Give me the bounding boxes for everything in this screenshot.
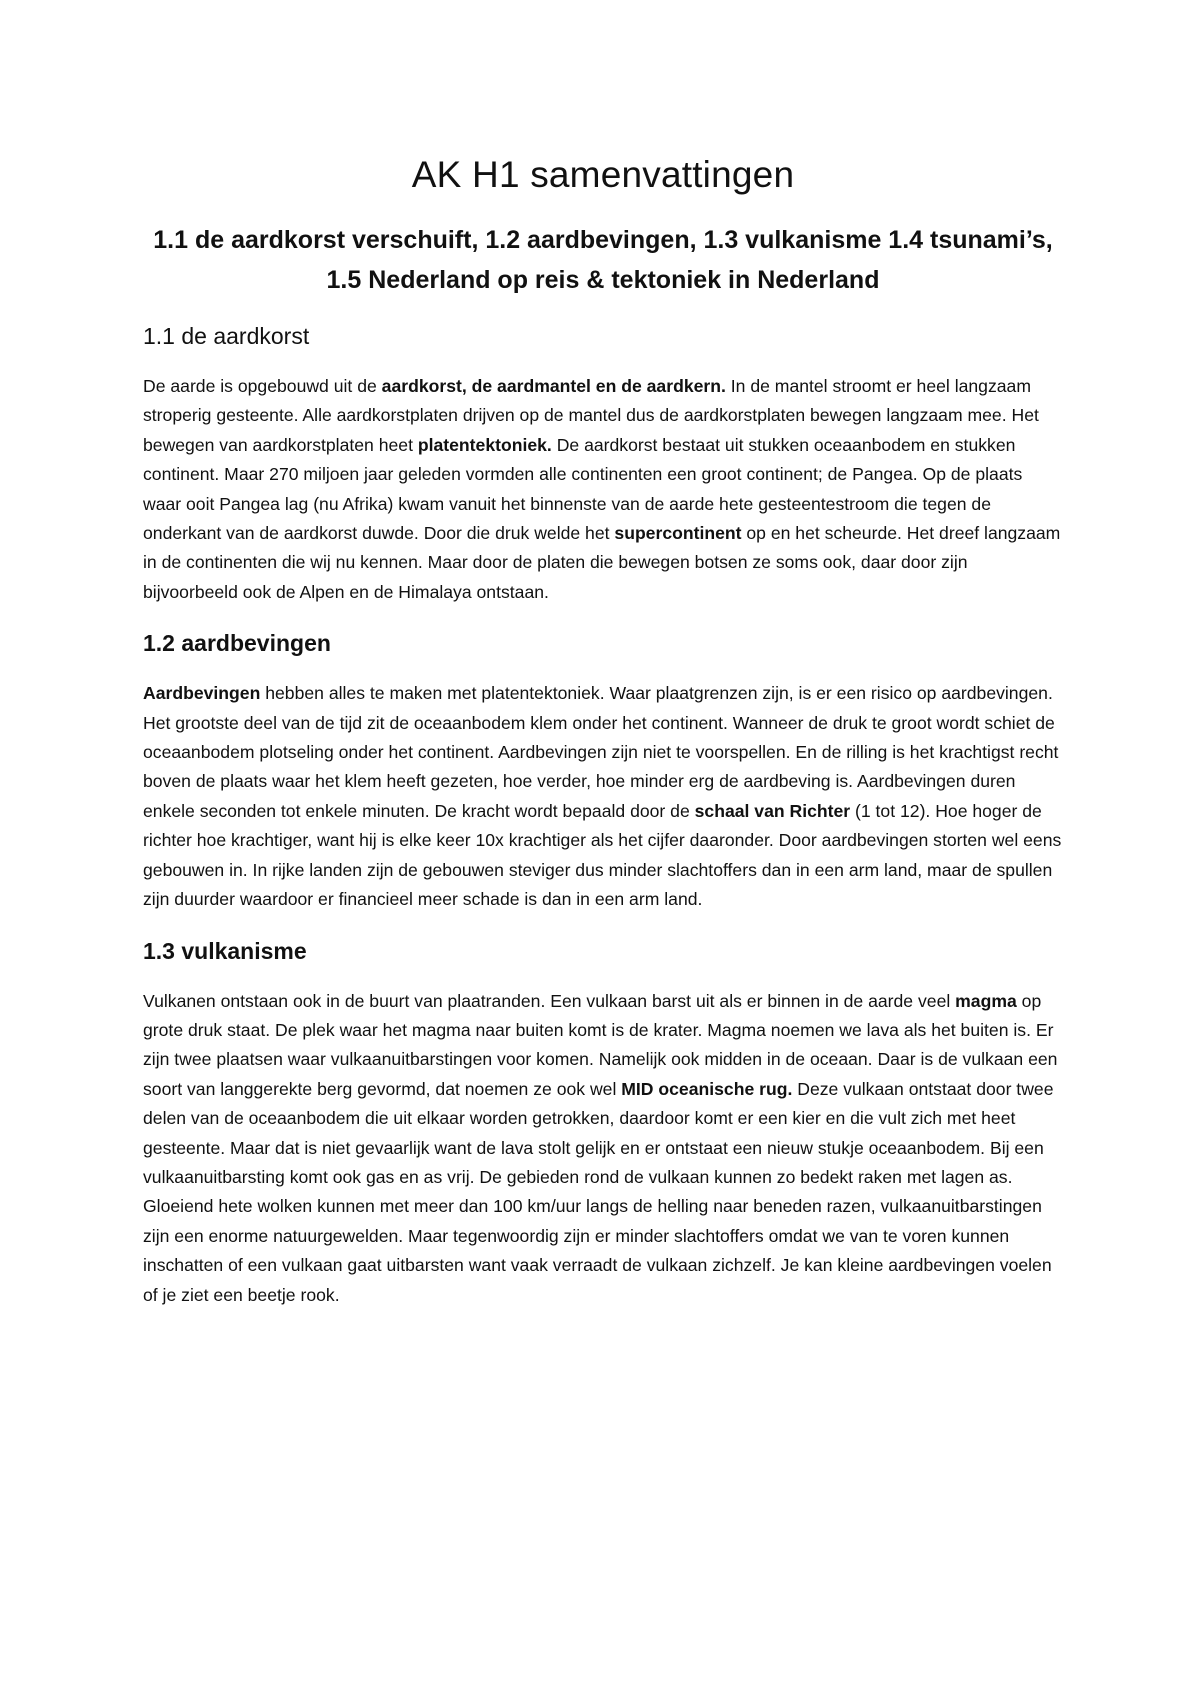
text-run: op grote druk staat. De plek waar het magma naar buiten komt is de krater. Magma noemen we lava als het buiten is. Er zijn twee plaatsen waar vulkaanuitbarstingen voor komen. Namelijk ook midden in de oceaan. Daar is de vulkaan een soort van langgerekte berg gevormd, dat noemen ze ook wel [143, 990, 1058, 1099]
text-run: Vulkanen ontstaan ook in de buurt van plaatranden. Een vulkaan barst uit als er binnen in de aarde veel [143, 990, 956, 1011]
document-subtitle: 1.1 de aardkorst verschuift, 1.2 aardbevingen, 1.3 vulkanisme 1.4 tsunami’s, 1.5 Nederland op reis & tektoniek in Nederland [153, 226, 1053, 294]
section-heading: 1.1 de aardkorst [143, 323, 310, 349]
section-aardbevingen [143, 625, 1063, 914]
section-paragraph [143, 679, 1063, 914]
section-aardkorst [143, 318, 1063, 607]
section-heading: 1.2 aardbevingen [143, 630, 331, 657]
bold-term: Aardbevingen [143, 683, 261, 704]
bold-term: magma [955, 990, 1017, 1011]
section-paragraph [143, 987, 1063, 1310]
text-run: op en het scheurde. Het dreef langzaam in de continenten die wij nu kennen. Maar door de platen die bewegen botsen ze soms ook, daar door zijn bijvoorbeeld ook de Alpen en de Himalaya ontstaan. [143, 523, 1061, 602]
section-heading: 1.3 vulkanisme [143, 937, 307, 964]
bold-term: supercontinent [614, 523, 742, 544]
bold-term: aardkorst, de aardmantel en de aardkern. [381, 376, 726, 396]
text-run: In de mantel stroomt er heel langzaam stroperig gesteente. Alle aardkorstplaten drijven op de mantel dus de aardkorstplaten bewegen langzaam mee. Het bewegen van aardkorstplaten heet [143, 376, 1039, 455]
bold-term: schaal van Richter [694, 800, 851, 821]
text-run: De aarde is opgebouwd uit de [143, 376, 382, 396]
section-paragraph [143, 372, 1063, 607]
document-title: AK H1 samenvattingen [411, 154, 795, 195]
text-run: Deze vulkaan ontstaat door twee delen van de oceaanbodem die uit elkaar worden getrokken, daardoor komt er een kier en die vult zich met heet gesteente. Maar dat is niet gevaarlijk want de lava stolt gelijk en er ontstaat een nieuw stukje oceaanbodem. Bij een vulkaanuitbarsting komt ook gas en as vrij. De gebieden rond de vulkaan kunnen zo bedekt raken met lagen as. Gloeiend hete wolken kunnen met meer dan 100 km/uur langs de helling naar beneden razen, vulkaanuitbarstingen zijn een enorme natuurgewelden. Maar tegenwoordig zijn er minder slachtoffers omdat we van te voren kunnen inschatten of een vulkaan gaat uitbarsten want vaak verraadt de vulkaan zichzelf. Je kan kleine aardbevingen voelen of je ziet een beetje rook. [143, 1078, 1054, 1305]
bold-term: platentektoniek. [417, 434, 552, 455]
text-run: (1 tot 12). Hoe hoger de richter hoe krachtiger, want hij is elke keer 10x krachtiger als het cijfer daaronder. Door aardbevingen storten wel eens gebouwen in. In rijke landen zijn de gebouwen steviger dus minder slachtoffers dan in een arm land, maar de spullen zijn duurder waardoor er financieel meer schade is dan in een arm land. [143, 800, 1062, 910]
text-run: De aardkorst bestaat uit stukken oceaanbodem en stukken continent. Maar 270 miljoen jaar geleden vormden alle continenten een groot continent; de Pangea. Op de plaats waar ooit Pangea lag (nu Afrika) kwam vanuit het binnenste van de aarde hete gesteentestroom die tegen de onderkant van de aardkorst duwde. Door die druk welde het [143, 434, 1023, 544]
section-vulkanisme [143, 933, 1063, 1310]
document-content [143, 150, 1063, 1328]
bold-term: MID oceanische rug. [621, 1078, 793, 1099]
text-run: hebben alles te maken met platentektoniek. Waar plaatgrenzen zijn, is er een risico op aardbevingen. Het grootste deel van de tijd zit de oceaanbodem klem onder het continent. Wanneer de druk te groot wordt schiet de oceaanbodem plotseling onder het continent. Aardbevingen zijn niet te voorspellen. En de rilling is het krachtigst recht boven de plaats waar het klem heeft gezeten, hoe verder, hoe minder erg de aardbeving is. Aardbevingen duren enkele seconden tot enkele minuten. De kracht wordt bepaald door de [143, 683, 1059, 821]
